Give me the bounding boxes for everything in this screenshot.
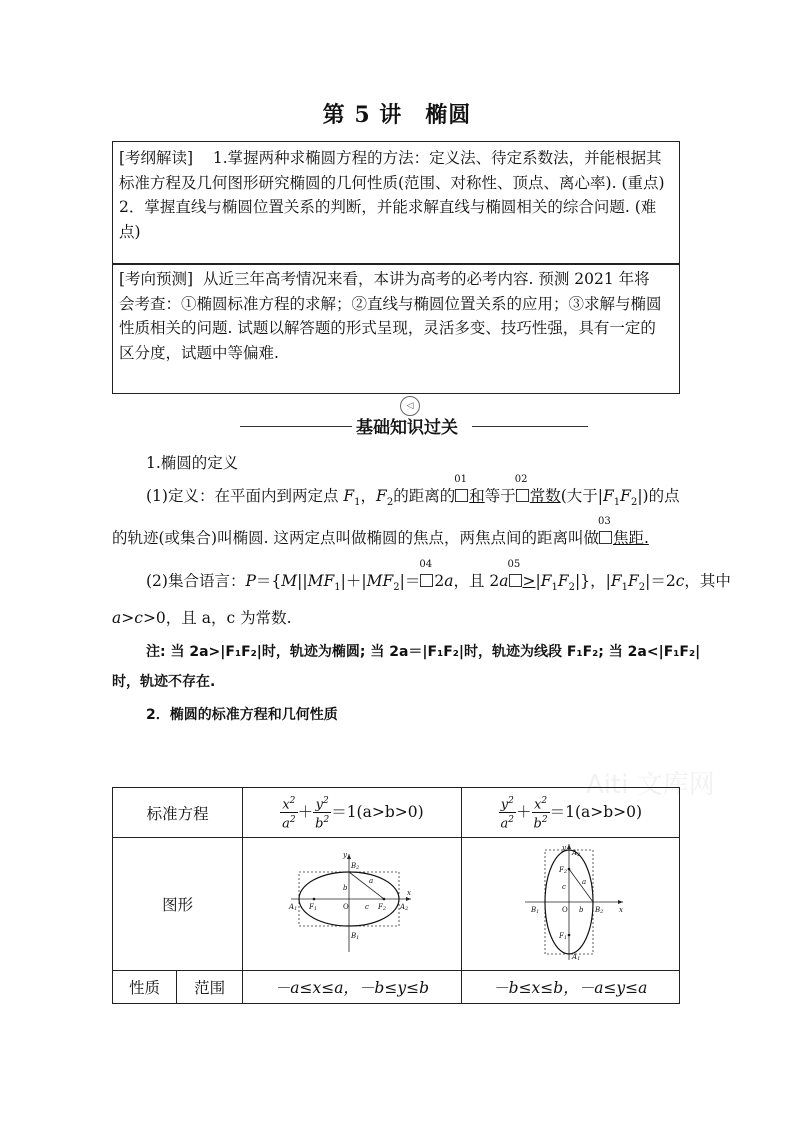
svg-text:A2: A2 <box>572 849 581 858</box>
horizontal-ellipse-diagram <box>287 848 417 956</box>
definition-line-2: 的轨迹(或集合)叫椭圆. 这两定点叫做椭圆的焦点，两焦点间的距离叫做 03 焦距. <box>112 526 649 550</box>
svg-text:F2: F2 <box>559 866 568 875</box>
graph-vertical-cell <box>461 838 679 971</box>
exam-forecast-line: 会考查：①椭圆标准方程的求解；②直线与椭圆位置关系的应用；③求解与椭圆 <box>119 294 662 313</box>
exam-forecast-text <box>119 267 673 365</box>
table-row <box>113 838 680 971</box>
svg-text:y: y <box>562 844 567 852</box>
definition-heading: 1.椭圆的定义 <box>146 454 239 472</box>
answer-blank-05: 05 <box>509 569 523 593</box>
definition-line-1: (1)定义：在平面内到两定点 $F_1$，$F_2$的距离的 01 和等于 02 常数(大于$|F_1F_2|$)的点 <box>146 474 680 509</box>
svg-text:b: b <box>342 884 348 892</box>
section-badge-icon: ◁ <box>400 396 420 416</box>
svg-text:y: y <box>342 851 347 859</box>
row-label-graph: 图形 <box>113 838 243 971</box>
row-label-property: 性质 <box>113 971 177 1004</box>
table-row <box>113 971 680 1004</box>
answer-blank-04: 04 <box>420 569 434 593</box>
svg-text:B1: B1 <box>350 932 360 941</box>
svg-text:B2: B2 <box>350 862 360 871</box>
svg-text:A1: A1 <box>288 903 298 912</box>
ellipse-properties-table <box>112 787 680 1004</box>
svg-text:c: c <box>364 903 369 911</box>
set-language-line: (2)集合语言：$P=\{M||MF_1|+|MF_2|=$ 04 2a，且 2a 05 $>|F_1F_2|$}，$|F_1F_2|=2c$，其中 <box>146 559 731 594</box>
section-title: 基础知识过关 <box>356 418 458 438</box>
answer-blank-03: 03 <box>599 526 613 550</box>
note-label: 注: <box>146 644 166 660</box>
svg-text:c: c <box>562 883 567 891</box>
svg-text:B1: B1 <box>531 906 540 915</box>
exam-forecast-label: [考向预测] <box>119 270 194 288</box>
svg-text:a: a <box>368 877 374 885</box>
range-horizontal: －a≤x≤a，－b≤y≤b <box>243 971 461 1004</box>
exam-outline-label: [考纲解读] <box>119 149 194 167</box>
vertical-ellipse-diagram <box>505 842 635 962</box>
exam-forecast-line: 区分度，试题中等偏难. <box>119 343 279 362</box>
range-vertical: －b≤x≤b，－a≤y≤a <box>461 971 679 1004</box>
answer-blank-02: 02 <box>516 484 530 508</box>
equation-horizontal: $\frac{x^2}{a^2}$ ＋ $\frac{y^2}{b^2}$ ＝1(a>b>0) <box>243 788 461 838</box>
page-title: 第 5 讲 椭圆 <box>322 102 472 128</box>
table-row <box>113 788 680 838</box>
section-divider-right <box>472 426 588 427</box>
exam-forecast-box <box>112 264 680 394</box>
equation-vertical: $\frac{y^2}{a^2}$ ＋ $\frac{x^2}{b^2}$ ＝1(a>b>0) <box>461 788 679 838</box>
note-line-2: 时，轨迹不存在. <box>112 674 216 690</box>
exam-forecast-line: 性质相关的问题. 试题以解答题的形式呈现，灵活多变、技巧性强，具有一定的 <box>119 319 656 337</box>
set-language-line-2: a>c>0，且 a，c 为常数. <box>112 609 292 627</box>
section-divider-left <box>240 426 352 427</box>
exam-outline-text <box>119 146 673 244</box>
exam-outline-line: 1.掌握两种求椭圆方程的方法：定义法、待定系数法，并能根据其 <box>212 149 662 167</box>
svg-text:x: x <box>619 906 624 914</box>
graph-horizontal-cell <box>243 838 461 971</box>
svg-text:a: a <box>582 878 587 886</box>
exam-outline-line: 2．掌握直线与椭圆位置关系的判断，并能求解直线与椭圆相关的综合问题. (难 <box>119 198 657 216</box>
svg-text:B2: B2 <box>595 906 604 915</box>
section2-heading: 2．椭圆的标准方程和几何性质 <box>146 707 338 723</box>
row-label-range: 范围 <box>177 971 243 1004</box>
svg-text:F2: F2 <box>377 903 386 912</box>
svg-text:O: O <box>562 906 569 914</box>
exam-forecast-line: 从近三年高考情况来看，本讲为高考的必考内容. 预测 2021 年将 <box>202 270 650 288</box>
svg-text:A2: A2 <box>399 903 409 912</box>
svg-text:b: b <box>579 906 584 914</box>
svg-text:x: x <box>406 889 411 897</box>
exam-outline-box <box>112 141 680 264</box>
svg-text:O: O <box>342 903 349 911</box>
exam-outline-line: 标准方程及几何图形研究椭圆的几何性质(范围、对称性、顶点、离心率). (重点) <box>119 173 665 192</box>
svg-text:A1: A1 <box>572 953 581 962</box>
exam-outline-line: 点) <box>119 222 141 241</box>
note-line-1: 注: 当 2a>|F₁F₂|时，轨迹为椭圆; 当 2a＝|F₁F₂|时，轨迹为线段 F₁F₂; 当 2a<|F₁F₂| <box>146 644 701 660</box>
watermark: Aiti 文库网 <box>586 770 715 800</box>
answer-blank-01: 01 <box>455 484 469 508</box>
row-label-standard-equation: 标准方程 <box>113 788 243 838</box>
svg-text:F1: F1 <box>308 903 317 912</box>
svg-text:F1: F1 <box>559 932 568 941</box>
